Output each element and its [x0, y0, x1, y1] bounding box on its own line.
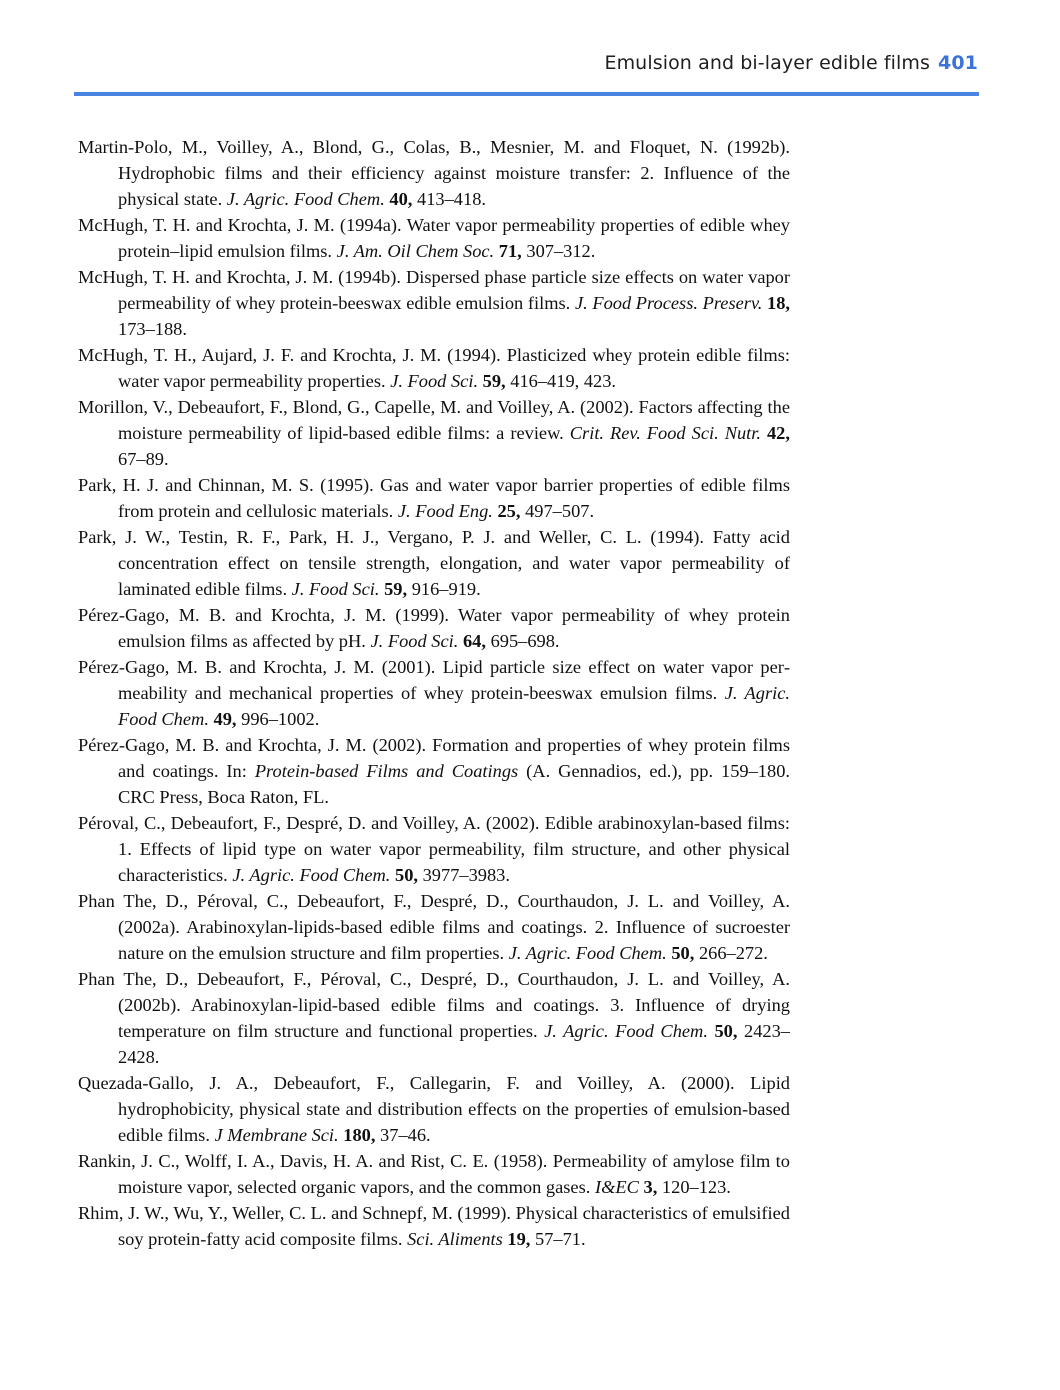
running-header: [604, 52, 978, 74]
reference-authors-year: Park, H. J. and Chinnan, M. S. (1995).: [78, 475, 374, 495]
reference-entry: [78, 264, 790, 342]
reference-title: Edible arabinoxylan-based films: 1. Effects of lipid type on water vapor permeability, film structure, and other physical characteristics.: [118, 813, 791, 885]
reference-volume: 19,: [507, 1229, 531, 1249]
reference-source: J Membrane Sci.: [214, 1125, 339, 1145]
reference-source: Sci. Aliments: [407, 1229, 503, 1249]
reference-source: J. Food Sci.: [291, 579, 380, 599]
reference-pages: 266–272.: [698, 943, 768, 963]
reference-authors-year: Park, J. W., Testin, R. F., Park, H. J., Vergano, P. J. and Weller, C. L. (1994).: [78, 527, 704, 547]
reference-volume: 42,: [766, 423, 790, 443]
reference-authors-year: Martin-Polo, M., Voilley, A., Blond, G., Colas, B., Mesnier, M. and Floquet, N. (1992b).: [78, 137, 790, 157]
reference-source: J. Food Sci.: [370, 631, 459, 651]
reference-entry: [78, 1148, 790, 1200]
reference-title: Factors affecting the moisture permeability of lipid-based edible films: a review.: [118, 397, 790, 443]
reference-entry: [78, 212, 790, 264]
reference-volume: 64,: [462, 631, 486, 651]
reference-pages: 3977–3983.: [422, 865, 510, 885]
page-number: 401: [938, 52, 978, 74]
reference-source: J. Agric. Food Chem.: [226, 189, 385, 209]
reference-volume: 59,: [482, 371, 506, 391]
reference-entry: [78, 654, 790, 732]
reference-authors-year: Pérez-Gago, M. B. and Krochta, J. M. (2002).: [78, 735, 427, 755]
reference-entry: [78, 888, 790, 966]
reference-volume: 49,: [213, 709, 237, 729]
reference-authors-year: Péroval, C., Debeaufort, F., Despré, D. and Voilley, A. (2002).: [78, 813, 540, 833]
reference-entry: [78, 394, 790, 472]
reference-title: Hydrophobic films and their efficiency against moisture transfer: 2. Influence of the physical state.: [118, 163, 790, 209]
reference-entry: [78, 602, 790, 654]
reference-volume: 3,: [643, 1177, 658, 1197]
reference-title: Formation and properties of whey protein films and coatings. In:: [118, 735, 790, 781]
reference-volume: 71,: [498, 241, 522, 261]
reference-volume: 40,: [389, 189, 413, 209]
reference-title: Arabinoxylan-lipids-based edible films and coatings. 2. Influence of sucroester nature on the emulsion structure and film properties.: [118, 917, 790, 963]
reference-pages: 416–419, 423.: [510, 371, 617, 391]
reference-title: Water vapor permeability of whey protein emulsion films as affected by pH.: [118, 605, 791, 651]
reference-entry: [78, 1070, 790, 1148]
reference-volume: 59,: [384, 579, 408, 599]
reference-list: [78, 134, 790, 1252]
reference-authors-year: McHugh, T. H. and Krochta, J. M. (1994b).: [78, 267, 401, 287]
reference-source: Crit. Rev. Food Sci. Nutr.: [569, 423, 761, 443]
reference-volume: 50,: [395, 865, 418, 885]
reference-entry: [78, 1200, 790, 1252]
reference-title: Physical characteristics of emulsified soy protein-fatty acid composite films.: [118, 1203, 790, 1249]
reference-entry: [78, 966, 790, 1070]
reference-volume: 50,: [671, 943, 695, 963]
reference-pages: 497–507.: [525, 501, 595, 521]
reference-authors-year: McHugh, T. H. and Krochta, J. M. (1994a).: [78, 215, 402, 235]
reference-authors-year: Pérez-Gago, M. B. and Krochta, J. M. (2001).: [78, 657, 436, 677]
reference-title: Lipid particle size effect on water vapor permeability and mechanical properties of whey protein-beeswax emulsion films.: [118, 657, 791, 703]
reference-title: Arabinoxylan-lipid-based edible films and coatings. 3. Influence of drying temperature on film structure and functional properties.: [118, 995, 790, 1041]
reference-source: J. Food Process. Preserv.: [574, 293, 763, 313]
reference-volume: 180,: [343, 1125, 376, 1145]
reference-authors-year: McHugh, T. H., Aujard, J. F. and Krochta, J. M. (1994).: [78, 345, 501, 365]
reference-source: J. Food Eng.: [397, 501, 493, 521]
reference-pages: 67–89.: [118, 449, 169, 469]
reference-source: J. Agric. Food Chem.: [232, 865, 391, 885]
header-rule: [74, 92, 979, 96]
reference-title: Lipid hydrophobicity, physical state and distribution effects on the properties of emulsion-based edible films.: [118, 1073, 790, 1145]
reference-entry: [78, 524, 790, 602]
reference-source: J. Am. Oil Chem Soc.: [336, 241, 495, 261]
reference-pages: 307–312.: [526, 241, 596, 261]
reference-pages: 916–919.: [411, 579, 481, 599]
reference-source: J. Agric. Food Chem.: [544, 1021, 708, 1041]
reference-volume: 25,: [497, 501, 521, 521]
reference-title: Water vapor permeability properties of edible whey protein–lipid emulsion films.: [118, 215, 791, 261]
reference-authors-year: Quezada-Gallo, J. A., Debeaufort, F., Callegarin, F. and Voilley, A. (2000).: [78, 1073, 735, 1093]
reference-title: Gas and water vapor barrier properties of edible films from protein and cellulosic materials.: [118, 475, 790, 521]
reference-pages: 37–46.: [380, 1125, 431, 1145]
reference-source: Protein-based Films and Coatings: [254, 761, 519, 781]
reference-title: Plasticized whey protein edible films: water vapor permeability properties.: [118, 345, 790, 391]
reference-pages: 120–123.: [661, 1177, 731, 1197]
reference-entry: [78, 472, 790, 524]
reference-authors-year: Rhim, J. W., Wu, Y., Weller, C. L. and Schnepf, M. (1999).: [78, 1203, 512, 1223]
reference-pages: (A. Gennadios, ed.), pp. 159–180. CRC Press, Boca Raton, FL.: [118, 761, 790, 807]
reference-pages: 996–1002.: [241, 709, 320, 729]
reference-entry: [78, 732, 790, 810]
reference-pages: 413–418.: [417, 189, 486, 209]
reference-pages: 173–188.: [118, 319, 187, 339]
reference-volume: 50,: [714, 1021, 738, 1041]
reference-pages: 2423–2428.: [118, 1021, 790, 1067]
reference-volume: 18,: [767, 293, 790, 313]
reference-authors-year: Rankin, J. C., Wolff, I. A., Davis, H. A. and Rist, C. E. (1958).: [78, 1151, 548, 1171]
reference-title: Permeability of amylose film to moisture vapor, selected organic vapors, and the common gases.: [118, 1151, 790, 1197]
reference-source: J. Agric. Food Chem.: [508, 943, 667, 963]
reference-authors-year: Phan The, D., Debeaufort, F., Péroval, C., Despré, D., Courthaudon, J. L. and Voilley, A. (2002b).: [78, 969, 790, 1015]
reference-authors-year: Morillon, V., Debeaufort, F., Blond, G., Capelle, M. and Voilley, A. (2002).: [78, 397, 634, 417]
running-head-title: Emulsion and bi-layer edible films: [604, 52, 931, 74]
reference-authors-year: Phan The, D., Péroval, C., Debeaufort, F., Despré, D., Courthaudon, J. L. and Voilley, A. (2002a).: [78, 891, 790, 937]
reference-pages: 695–698.: [490, 631, 560, 651]
reference-pages: 57–71.: [535, 1229, 586, 1249]
reference-entry: [78, 342, 790, 394]
reference-title: Fatty acid concentration effect on tensile strength, elongation, and water vapor permeability of laminated edible films.: [118, 527, 790, 599]
reference-source: J. Agric. Food Chem.: [118, 683, 791, 729]
reference-authors-year: Pérez-Gago, M. B. and Krochta, J. M. (1999).: [78, 605, 450, 625]
reference-entry: [78, 134, 790, 212]
reference-title: Dispersed phase particle size effects on water vapor permeability of whey protein-beeswax edible emulsion films.: [118, 267, 790, 313]
reference-source: J. Food Sci.: [390, 371, 479, 391]
reference-source: I&EC: [594, 1177, 639, 1197]
reference-entry: [78, 810, 790, 888]
